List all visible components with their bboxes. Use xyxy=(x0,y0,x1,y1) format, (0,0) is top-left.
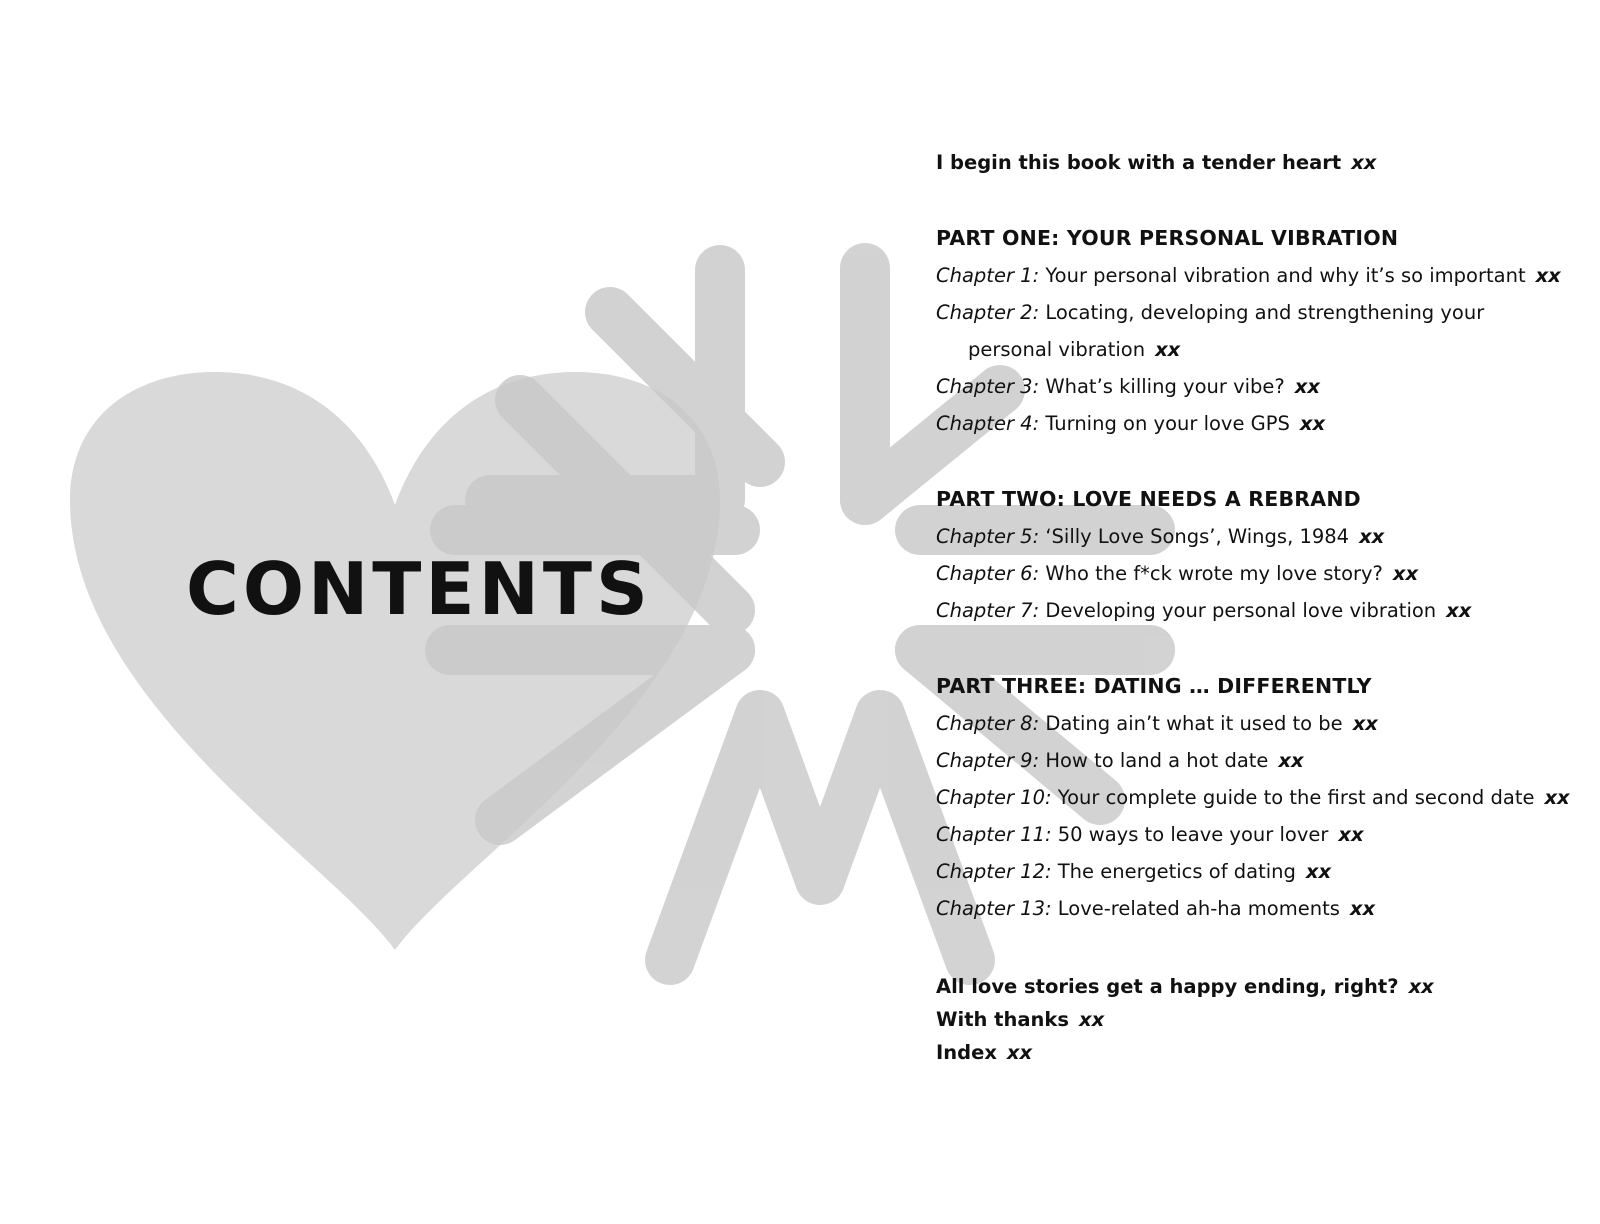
chapter-label: Chapter 8: xyxy=(936,712,1040,735)
chapter-label: Chapter 3: xyxy=(936,375,1040,398)
chapter-label: Chapter 11: xyxy=(936,823,1052,846)
chapter-label: Chapter 4: xyxy=(936,412,1040,435)
chapter-label: Chapter 9: xyxy=(936,749,1040,772)
toc-end-matter xyxy=(936,970,1576,1069)
toc-chapter[interactable] xyxy=(936,555,1576,592)
end-item-title: Index xyxy=(936,1041,997,1064)
toc-chapter[interactable] xyxy=(936,779,1576,816)
chapter-label: Chapter 13: xyxy=(936,897,1052,920)
page-ref: xx xyxy=(1278,749,1304,772)
page-ref: xx xyxy=(1359,525,1385,548)
chapter-title: Who the f*ck wrote my love story? xyxy=(1045,562,1383,585)
toc-chapter[interactable] xyxy=(936,890,1576,927)
part-heading: PART ONE: YOUR PERSONAL VIBRATION xyxy=(936,226,1399,250)
end-item-title: All love stories get a happy ending, right? xyxy=(936,975,1399,998)
contents-title: CONTENTS xyxy=(186,547,652,631)
chapter-label: Chapter 6: xyxy=(936,562,1040,585)
toc-chapter[interactable] xyxy=(936,853,1576,890)
toc-chapter[interactable] xyxy=(936,257,1576,294)
chapter-title: 50 ways to leave your lover xyxy=(1057,823,1329,846)
toc-chapter[interactable] xyxy=(936,294,1576,331)
chapter-label: Chapter 1: xyxy=(936,264,1040,287)
chapter-title-continued: personal vibration xyxy=(968,338,1146,361)
table-of-contents xyxy=(936,144,1576,1069)
page-ref: xx xyxy=(1544,786,1570,809)
chapter-title: Love-related ah-ha moments xyxy=(1057,897,1340,920)
toc-end-item[interactable] xyxy=(936,1036,1576,1069)
page-ref: xx xyxy=(1446,599,1472,622)
page-ref: xx xyxy=(1155,338,1181,361)
toc-chapter[interactable] xyxy=(936,368,1576,405)
page-ref: xx xyxy=(1299,412,1326,435)
toc-chapter[interactable] xyxy=(936,592,1576,629)
chapter-title: How to land a hot date xyxy=(1045,749,1269,772)
page-ref: xx xyxy=(1408,975,1434,998)
toc-end-item[interactable] xyxy=(936,1003,1576,1036)
page-ref: xx xyxy=(1352,712,1378,735)
chapter-title: Developing your personal love vibration xyxy=(1045,599,1437,622)
chapter-label: Chapter 5: xyxy=(936,525,1040,548)
chapter-title: Your personal vibration and why it’s so important xyxy=(1045,264,1526,287)
chapter-title: What’s killing your vibe? xyxy=(1045,375,1285,398)
page-ref: xx xyxy=(1392,562,1419,585)
chapter-title: Dating ain’t what it used to be xyxy=(1045,712,1343,735)
chapter-title: Turning on your love GPS xyxy=(1045,412,1290,435)
page-ref: xx xyxy=(1006,1041,1033,1064)
chapter-label: Chapter 7: xyxy=(936,599,1040,622)
part-heading: PART THREE: DATING … DIFFERENTLY xyxy=(936,674,1372,698)
end-item-title: With thanks xyxy=(936,1008,1070,1031)
chapter-title: ‘Silly Love Songs’, Wings, 1984 xyxy=(1045,525,1350,548)
chapter-label: Chapter 10: xyxy=(936,786,1052,809)
toc-chapter[interactable] xyxy=(936,816,1576,853)
part-heading: PART TWO: LOVE NEEDS A REBRAND xyxy=(936,487,1361,511)
chapter-label: Chapter 2: xyxy=(936,301,1040,324)
toc-parts xyxy=(936,220,1576,927)
toc-chapter[interactable] xyxy=(936,405,1576,442)
toc-end-item[interactable] xyxy=(936,970,1576,1003)
chapter-label: Chapter 12: xyxy=(936,860,1052,883)
toc-intro[interactable] xyxy=(936,144,1576,181)
chapter-title: Locating, developing and strengthening your xyxy=(1045,301,1485,324)
chapter-title: Your complete guide to the first and second date xyxy=(1057,786,1535,809)
toc-chapter[interactable] xyxy=(936,742,1576,779)
chapter-title: The energetics of dating xyxy=(1057,860,1296,883)
page-ref: xx xyxy=(1535,264,1561,287)
page-ref: xx xyxy=(1079,1008,1105,1031)
intro-title: I begin this book with a tender heart xyxy=(936,151,1342,174)
toc-chapter[interactable] xyxy=(936,705,1576,742)
toc-chapter-continued[interactable] xyxy=(936,331,1576,368)
page-ref: xx xyxy=(1305,860,1332,883)
page-ref: xx xyxy=(1349,897,1376,920)
toc-chapter[interactable] xyxy=(936,518,1576,555)
page-ref: xx xyxy=(1338,823,1364,846)
page-ref: xx xyxy=(1294,375,1320,398)
page-ref: xx xyxy=(1351,151,1377,174)
